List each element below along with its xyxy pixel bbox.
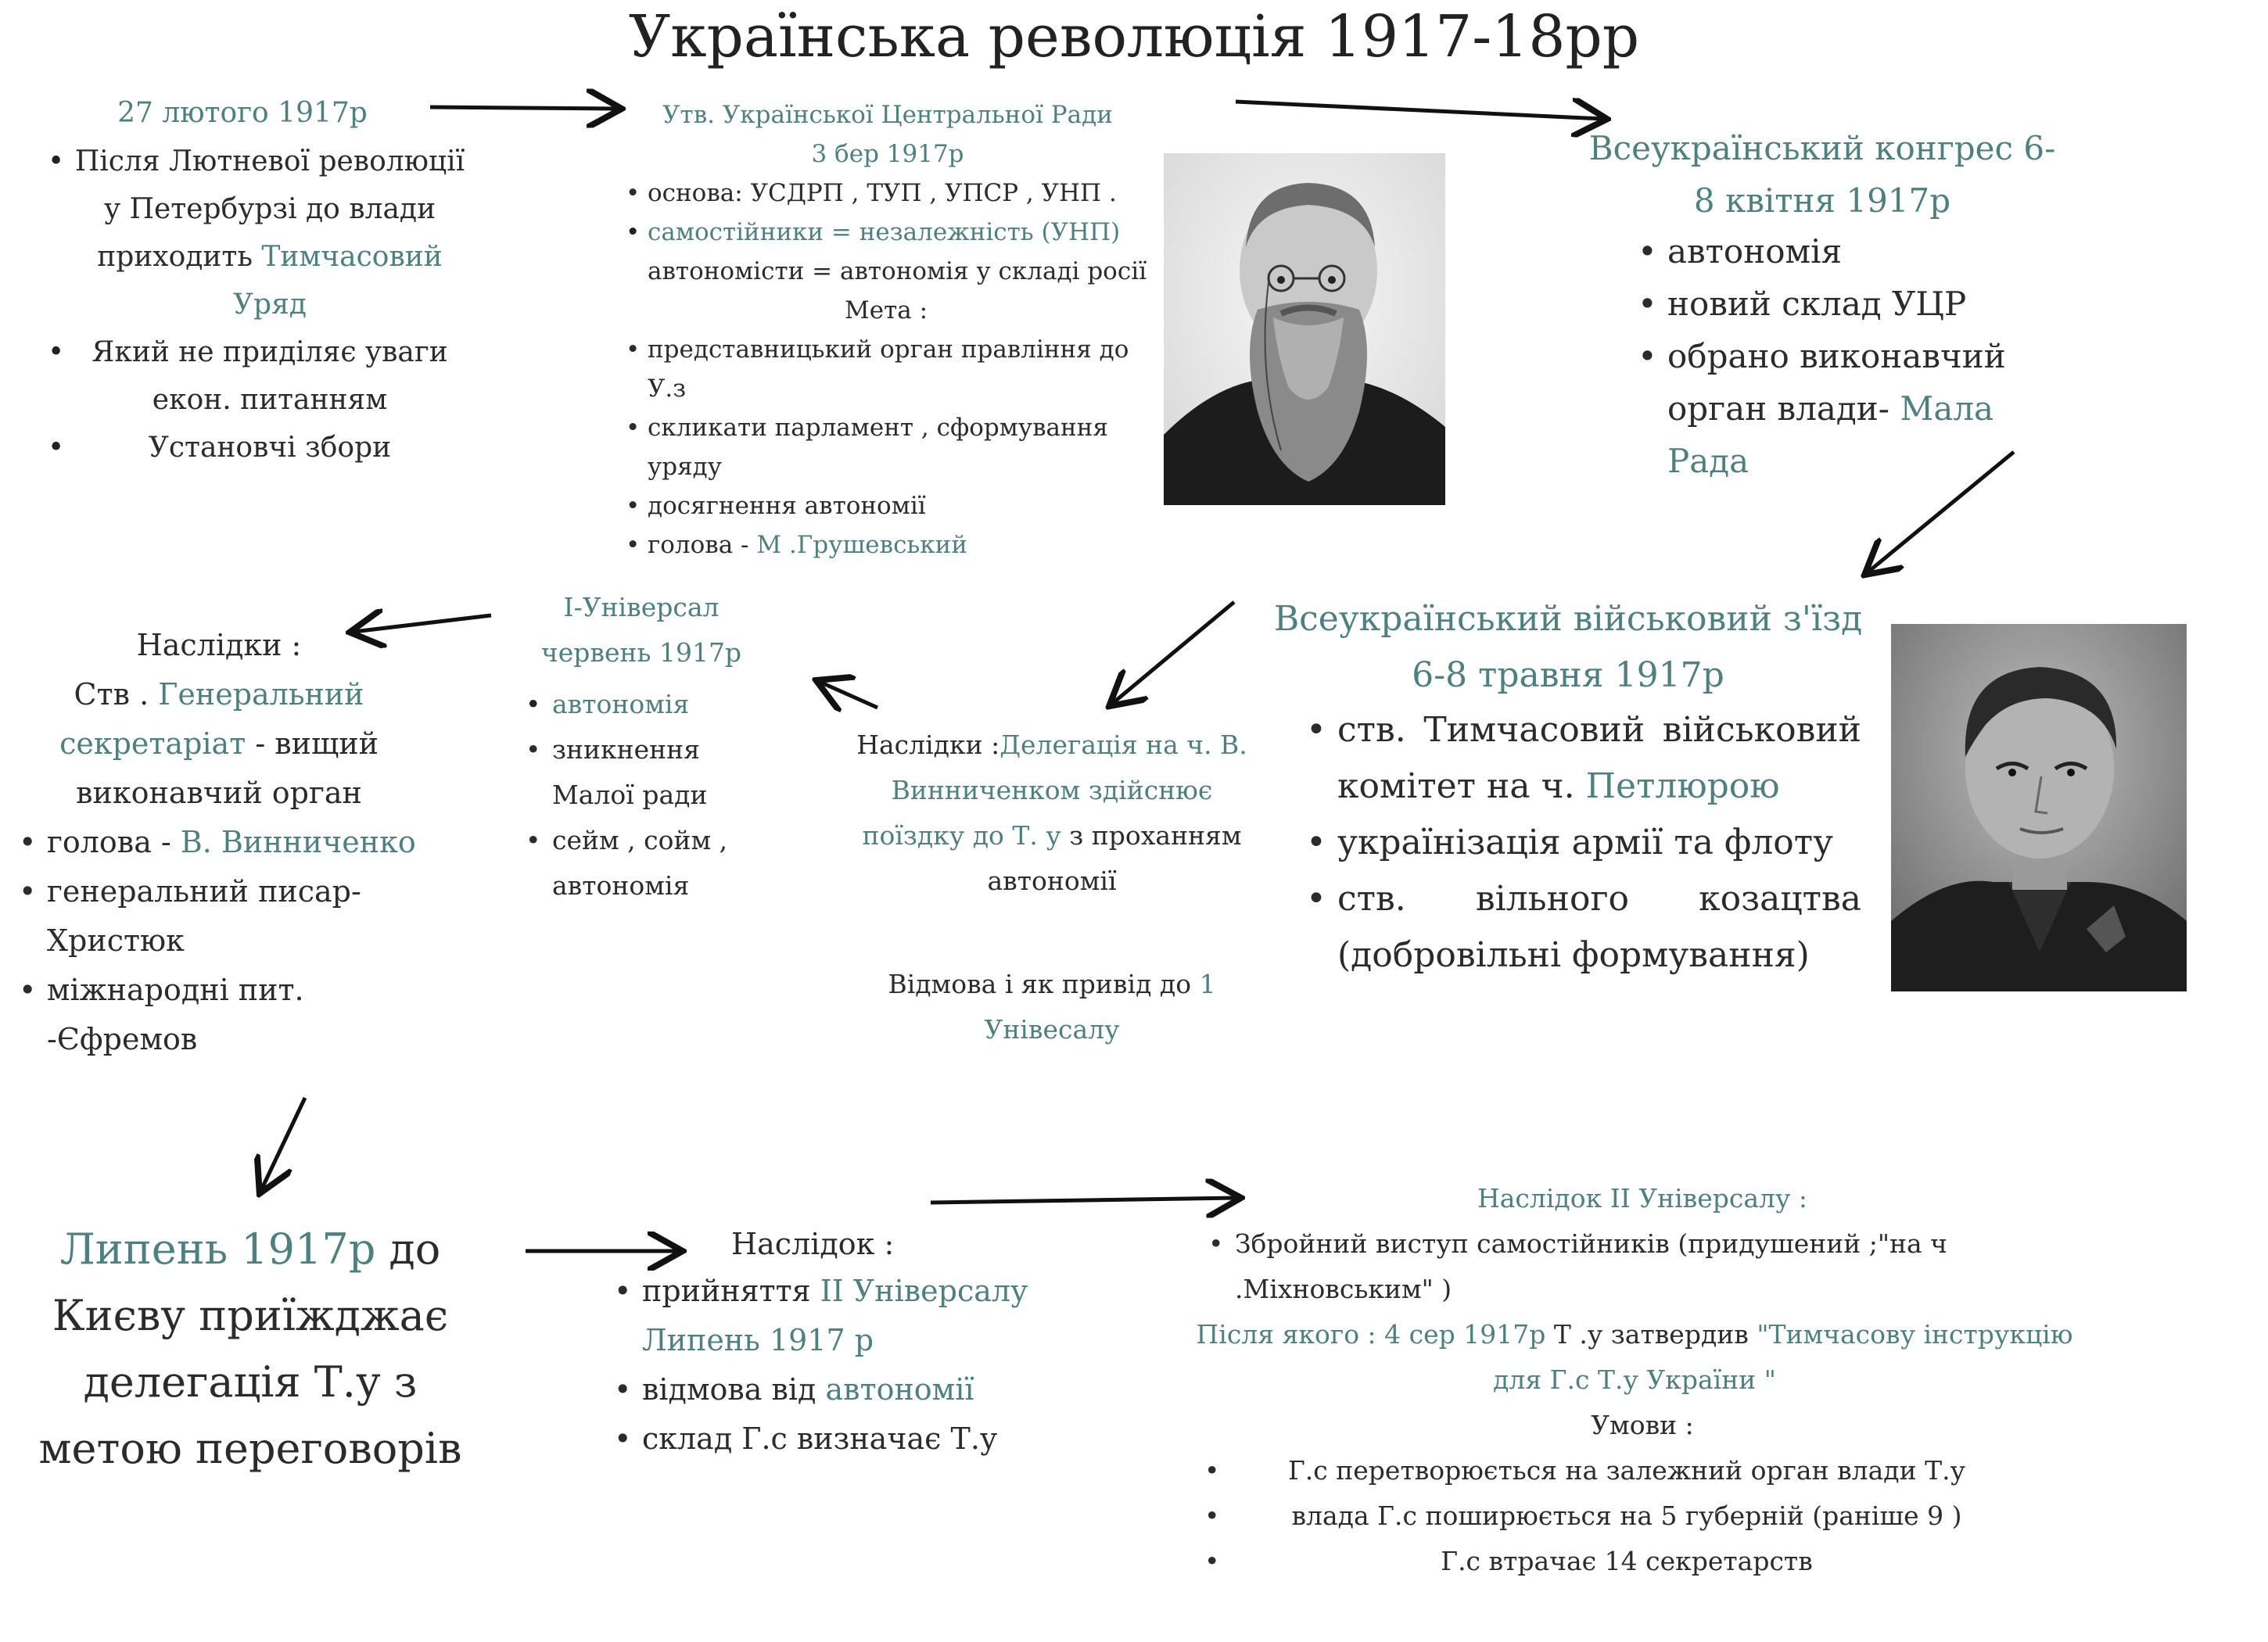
block7-head: • голова - В. Винниченко bbox=[19, 825, 416, 859]
block10-item-1: • Збройний виступ самостійників (придушений ;"на ч .Міхновським" ) bbox=[1208, 1228, 1947, 1304]
arrow-3 bbox=[1868, 452, 2014, 572]
block9-item-1-accent: ІІ Універсалу Липень 1917 р bbox=[642, 1274, 1028, 1357]
block2-samostiyni: • самостійники = незалежність (УНП) bbox=[626, 218, 1121, 246]
block6-item-3: • сейм , сойм , автономія bbox=[526, 825, 728, 901]
block7-rest: - вищий виконавчий орган bbox=[76, 726, 379, 810]
block2-goal-2: • скликати парламент , сформування уряду bbox=[626, 414, 1108, 481]
block3-item-2-text: новий склад УЦР bbox=[1667, 285, 1967, 323]
block7-intl-text: міжнародні пит. -Єфремов bbox=[47, 973, 304, 1056]
block6-heading-line1: І-Універсал bbox=[563, 592, 720, 622]
block10-cond-3: • Г.с втрачає 14 секретарств bbox=[1204, 1546, 1813, 1576]
block3-heading: Всеукраїнський конгрес 6-8 квітня 1917р bbox=[1588, 129, 2056, 220]
block2-samostiyni-text: самостійники = незалежність (УНП) bbox=[648, 218, 1121, 246]
block4-item-3-text: ств. вільного козацтва (добровільні формування) bbox=[1337, 879, 1861, 975]
block10-cond-3-text: Г.с втрачає 14 секретарств bbox=[1441, 1546, 1813, 1576]
block2-meta: Мета : bbox=[845, 296, 928, 324]
block1-item-1-accent: Тимчасовий Уряд bbox=[233, 241, 443, 321]
block10-conditions: Умови : bbox=[1591, 1410, 1694, 1440]
block9-heading: Наслідок : bbox=[731, 1227, 895, 1261]
page-title: Українська революція 1917-18рр bbox=[628, 3, 1640, 70]
block3-item-2: • новий склад УЦР bbox=[1638, 285, 1967, 323]
block10-cond-2: • влада Г.с поширюється на 5 губерній (раніше 9 ) bbox=[1204, 1500, 1962, 1531]
block1-item-3: • Установчі збори bbox=[43, 424, 465, 471]
block2-goal-3-text: досягнення автономії bbox=[648, 492, 926, 520]
arrow-1 bbox=[430, 107, 618, 109]
block6-item-1: • автономія bbox=[526, 689, 690, 719]
block6-item-3-text: сейм , сойм , автономія bbox=[552, 825, 728, 901]
block2-head-name: М .Грушевський bbox=[756, 531, 968, 559]
block3-item-3: • обрано виконавчий орган влади- Мала Рада bbox=[1638, 337, 2006, 480]
block10-after-accent: Після якого : 4 сер 1917р bbox=[1196, 1319, 1546, 1350]
block2-basis: • основа: УСДРП , ТУП , УПСР , УНП . bbox=[626, 179, 1117, 207]
block10-item-1-text: Збройний виступ самостійників (придушений ;"на ч .Міхновським" ) bbox=[1235, 1228, 1947, 1304]
block6-item-1-text: автономія bbox=[552, 689, 690, 719]
block10-after-text: Т .у затвердив bbox=[1545, 1319, 1757, 1350]
block2-goal-3: • досягнення автономії bbox=[626, 492, 926, 520]
block10-cond-2-text: влада Г.с поширюється на 5 губерній (раніше 9 ) bbox=[1291, 1500, 1962, 1531]
block6-heading-line2: червень 1917р bbox=[540, 637, 742, 668]
block2-heading-line2: 3 бер 1917р bbox=[811, 140, 964, 168]
block2-goal-1-text: представницький орган правління до У.з bbox=[648, 335, 1129, 403]
block3-mala-rada: Мала Рада bbox=[1667, 389, 1994, 480]
block7-intl: • міжнародні пит. -Єфремов bbox=[19, 973, 304, 1056]
arrow-4 bbox=[1112, 602, 1234, 704]
block5-rest: з проханням автономії bbox=[987, 820, 1242, 896]
block9-item-2-text: відмова від bbox=[642, 1372, 826, 1407]
block4-item-2-text: українізація армії та флоту bbox=[1337, 823, 1834, 862]
block8-accent: Липень 1917р bbox=[59, 1224, 376, 1274]
block7-accent: Генеральний секретаріат bbox=[59, 677, 364, 761]
block10-cond-1-text: Г.с перетворюється на залежний орган влади Т.у bbox=[1287, 1455, 1966, 1486]
block2-heading-line1: Утв. Української Центральної Ради bbox=[662, 101, 1113, 129]
block9-item-3: • склад Г.с визначає Т.у bbox=[614, 1422, 998, 1456]
arrow-7 bbox=[261, 1098, 305, 1190]
block4-item-1-text: ств. Тимчасовий військовий комітет на ч. bbox=[1337, 710, 1861, 806]
block9-item-2-accent: автономії bbox=[825, 1372, 974, 1407]
block9-item-2: • відмова від автономії bbox=[614, 1372, 974, 1407]
arrow-2 bbox=[1236, 102, 1603, 119]
block6-item-2-text: зникнення Малої ради bbox=[552, 734, 708, 810]
block7-scribe-text: генеральний писар-Христюк bbox=[47, 874, 361, 958]
block5-accent: Делегація на ч. В. Винниченком здійснює поїздку до Т. у bbox=[862, 730, 1247, 851]
block10-cond-1: • Г.с перетворюється на залежний орган влади Т.у bbox=[1204, 1455, 1966, 1486]
arrow-9 bbox=[931, 1198, 1237, 1203]
block5-refusal-text: Відмова і як привід до bbox=[888, 969, 1200, 999]
block2-head-label: голова - bbox=[648, 531, 757, 559]
block4-heading: Всеукраїнський військовий з'їзд 6-8 травня 1917р bbox=[1273, 599, 1863, 695]
block4-item-2: • українізація армії та флоту bbox=[1306, 823, 1834, 862]
block3-item-1: • автономія bbox=[1638, 232, 1843, 271]
block9-item-3-text: склад Г.с визначає Т.у bbox=[642, 1422, 998, 1456]
block4-item-1: • ств. Тимчасовий військовий комітет на ч. Петлюрою bbox=[1306, 710, 1861, 806]
block2-head: • голова - М .Грушевський bbox=[626, 531, 968, 559]
block8-text: до Києву приїжджає делегація Т.у з метою переговорів bbox=[38, 1224, 462, 1473]
block9-item-1-text: прийняття bbox=[642, 1274, 820, 1308]
block1-item-2: • Який не приділяє уваги екон. питанням bbox=[43, 328, 465, 424]
block1-item-1-text: Після Лютневої революції у Петербурзі до влади приходить bbox=[74, 145, 465, 273]
block6-item-2: • зникнення Малої ради bbox=[526, 734, 708, 810]
block4-item-3: • ств. вільного козацтва (добровільні формування) bbox=[1306, 879, 1861, 975]
block2-basis-text: основа: УСДРП , ТУП , УПСР , УНП . bbox=[648, 179, 1117, 207]
block3-item-3-text: обрано виконавчий орган влади- bbox=[1667, 337, 2006, 428]
block2-goal-1: • представницький орган правління до У.з bbox=[626, 335, 1129, 403]
arrow-6 bbox=[353, 615, 491, 632]
block2-goal-2-text: скликати парламент , сформування уряду bbox=[648, 414, 1108, 481]
block9-item-1: • прийняття ІІ Універсалу Липень 1917 р bbox=[614, 1274, 1028, 1357]
block7-label: Наслідки : bbox=[136, 628, 302, 662]
block7-prefix: Ств . bbox=[74, 677, 159, 712]
block7-head-name: В. Винниченко bbox=[180, 825, 416, 859]
block10-heading: Наслідок ІІ Універсалу : bbox=[1477, 1183, 1808, 1214]
block4-item-1-accent: Петлюрою bbox=[1585, 766, 1780, 806]
block7-head-label: голова - bbox=[47, 825, 181, 859]
block3-item-1-text: автономія bbox=[1667, 232, 1843, 271]
block5-refusal-accent: 1 Унівесалу bbox=[984, 969, 1216, 1045]
block5-label: Наслідки : bbox=[856, 730, 1000, 760]
block2-avtonomisty: автономісти = автономія у складі росії bbox=[648, 257, 1147, 285]
block1-date: 27 лютого 1917р bbox=[117, 97, 368, 129]
block10-instruction: "Тимчасову інструкцію для Г.с Т.у України " bbox=[1493, 1319, 2073, 1395]
arrow-5 bbox=[820, 682, 877, 708]
block7-scribe: • генеральний писар-Христюк bbox=[19, 874, 361, 958]
